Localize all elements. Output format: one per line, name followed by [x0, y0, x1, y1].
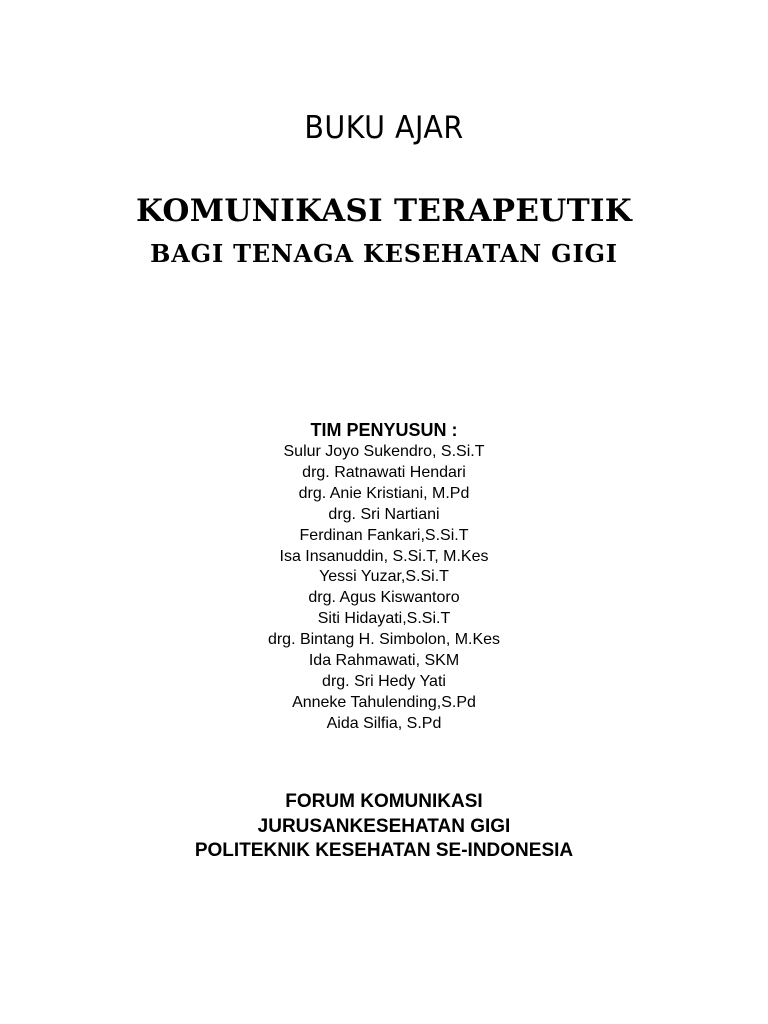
- author-name: Ida Rahmawati, SKM: [308, 652, 460, 670]
- publisher-block: [0, 790, 768, 864]
- author-name: Sulur Joyo Sukendro, S.Si.T: [283, 443, 485, 460]
- author-name: Isa Insanuddin, S.Si.T, M.Kes: [279, 547, 489, 565]
- author-name: Ferdinan Fankari,S.Si.T: [299, 526, 469, 544]
- author-list: [0, 442, 768, 735]
- author-name: Anneke Tahulending,S.Pd: [292, 693, 476, 711]
- author-name: drg. Ratnawati Hendari: [302, 463, 466, 481]
- author-name: Yessi Yuzar,S.Si.T: [319, 568, 449, 586]
- author-name: Aida Silfia, S.Pd: [326, 714, 442, 732]
- publisher-line: FORUM KOMUNIKASI: [285, 791, 483, 812]
- author-name: drg. Anie Kristiani, M.Pd: [298, 484, 470, 502]
- author-name: drg. Bintang H. Simbolon, M.Kes: [267, 631, 501, 649]
- document-subtitle: BAGI TENAGA KESEHATAN GIGI: [150, 239, 618, 268]
- author-name: drg. Sri Hedy Yati: [322, 672, 446, 690]
- author-name: Siti Hidayati,S.Si.T: [317, 610, 451, 628]
- publisher-line: JURUSANKESEHATAN GIGI: [257, 815, 511, 837]
- author-name: drg. Agus Kiswantoro: [308, 589, 460, 607]
- publisher-line: POLITEKNIK KESEHATAN SE-INDONESIA: [194, 840, 574, 861]
- document-kicker: BUKU AJAR: [304, 110, 464, 146]
- author-name: drg. Sri Nartiani: [328, 505, 440, 523]
- document-title: KOMUNIKASI TERAPEUTIK: [135, 193, 633, 229]
- team-heading: TIM PENYUSUN :: [310, 420, 458, 440]
